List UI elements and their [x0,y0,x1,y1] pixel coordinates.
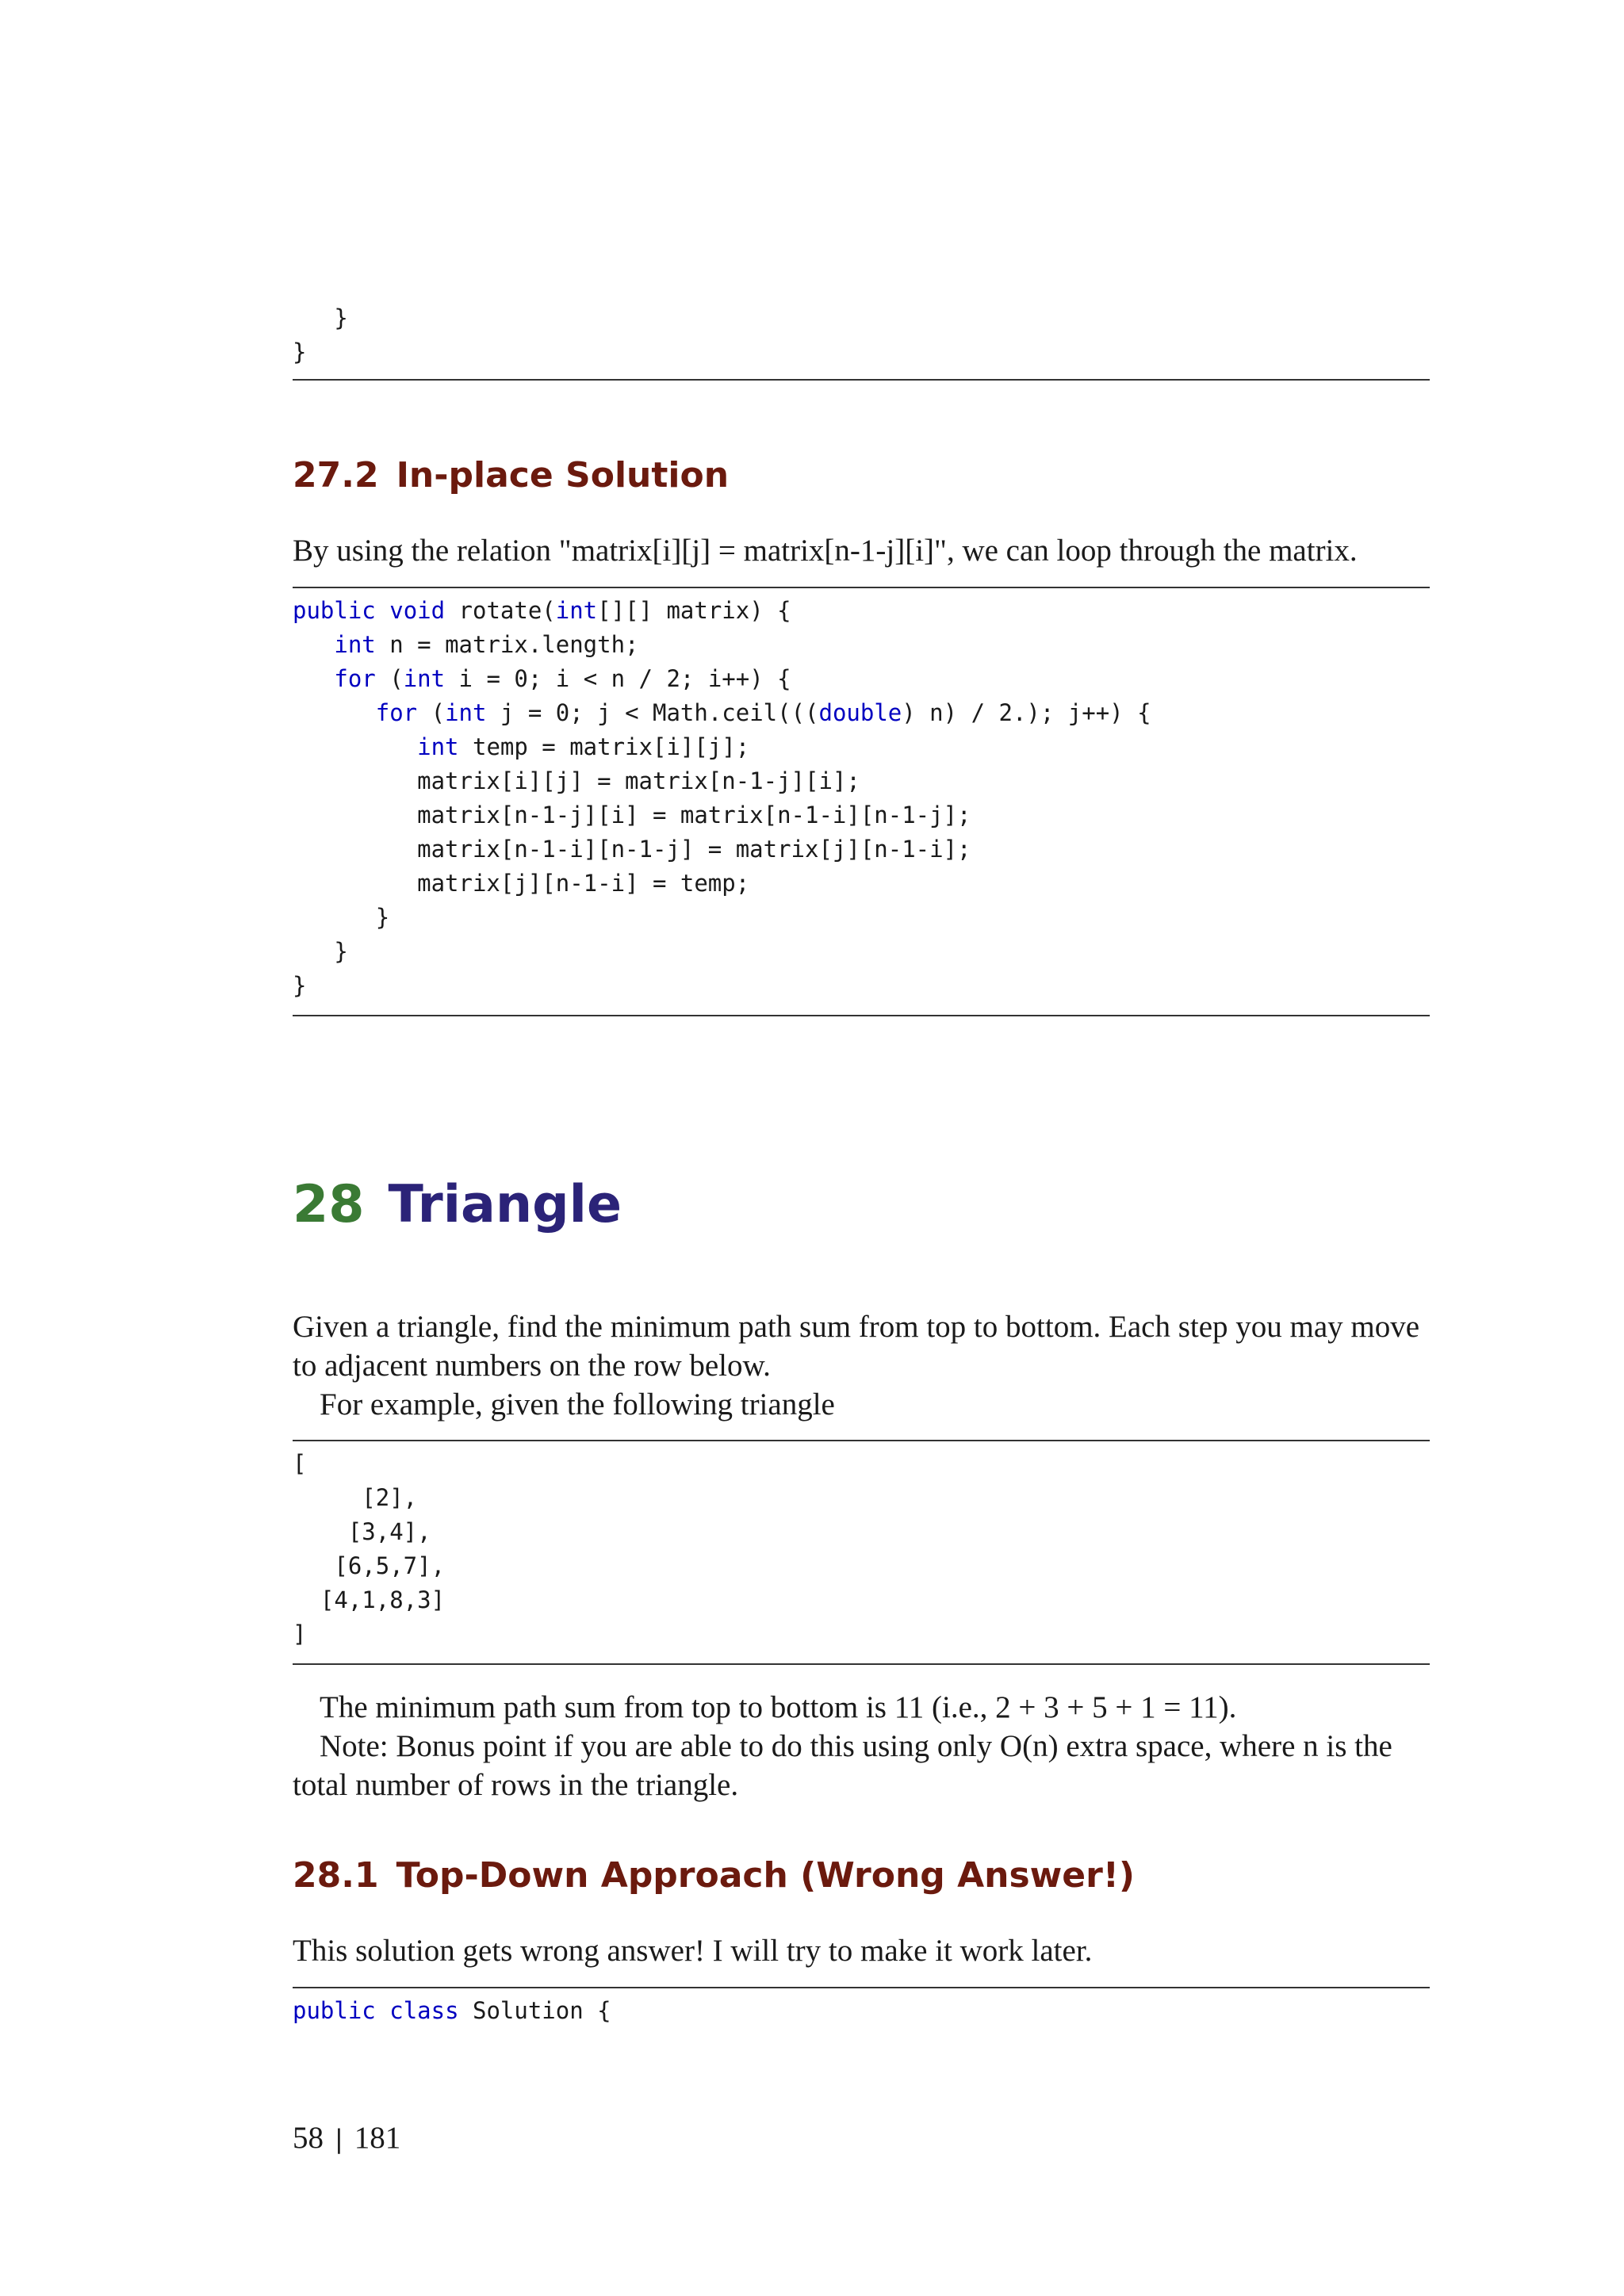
code-top-rule [293,1440,1430,1441]
code-line: } [334,304,348,331]
section-intro: By using the relation "matrix[i][j] = matrix[n-1-j][i]", we can loop through the matrix. [293,534,1358,568]
code-block [293,301,1430,369]
code-keyword: public [293,597,376,624]
code-line: ] [293,1621,307,1647]
code-text: n = matrix.length; [375,631,639,658]
solution-code-block [293,1994,1430,2028]
code-text: ( [375,665,404,692]
code-keyword: int [555,597,598,624]
code-text: ( [417,699,446,726]
code-bottom-rule [293,1015,1430,1016]
code-line [293,972,306,999]
code-text [293,733,417,760]
code-keyword: for [334,665,376,692]
min-path-sum-line: The minimum path sum from top to bottom is 11 (i.e., 2 + 3 + 5 + 1 = 11). [320,1690,1237,1724]
chapter-intro [293,1307,1430,1424]
code-block [293,1447,1430,1651]
page-separator: | [335,2124,343,2154]
code-line [293,870,749,897]
code-line [293,597,791,624]
code-line: } [293,339,307,365]
code-text: rotate( [445,597,556,624]
code-text: matrix[i][j] = matrix[n-1-j][i]; [293,767,860,794]
code-top-rule [293,587,1430,588]
code-keyword: double [818,699,902,726]
code-text: } [293,938,348,965]
code-text [293,699,376,726]
section-number: 27.2 [293,455,379,496]
code-block [293,1994,1430,2028]
code-text: matrix[n-1-j][i] = matrix[n-1-i][n-1-j]; [293,802,971,828]
code-text: matrix[n-1-i][n-1-j] = matrix[j][n-1-i]; [293,836,971,863]
code-text: [][] matrix) { [597,597,791,624]
code-block [293,594,1430,1003]
code-keyword: class [389,1997,459,2024]
code-keyword: public [293,1997,376,2024]
section-title: In-place Solution [396,455,730,496]
chapter-title: Triangle [388,1175,622,1234]
code-text [293,631,334,658]
prev-code-tail [293,301,1430,369]
rotate-code-block [293,594,1430,1003]
code-keyword: for [375,699,418,726]
code-text [293,665,334,692]
section-number: 28.1 [293,1855,379,1896]
code-line [293,665,791,692]
code-line [293,1997,611,2024]
code-text: } [293,972,307,999]
page-number: 58 [293,2121,324,2155]
code-line [293,767,860,794]
code-text: } [293,904,390,931]
code-keyword: int [417,733,459,760]
page-total: 181 [354,2121,401,2155]
code-keyword: int [445,699,487,726]
triangle-code-block [293,1447,1430,1651]
code-line [293,836,971,863]
code-line: [2], [362,1484,418,1511]
code-keyword: int [334,631,376,658]
code-line: [ [293,1450,307,1477]
intro-paragraph: Given a triangle, find the minimum path sum from top to bottom. Each step you may move to adjacent numbers on the row below. [293,1310,1420,1383]
after-triangle-text [293,1688,1430,1804]
section-heading-27-2 [293,455,729,496]
intro-example-line: For example, given the following triangle [320,1387,835,1422]
code-text [376,597,389,624]
section-title: Top-Down Approach (Wrong Answer!) [396,1855,1136,1896]
code-text: temp = matrix[i][j]; [458,733,750,760]
code-line [293,938,348,965]
page-footer [293,2120,400,2156]
code-line [293,631,639,658]
code-top-rule [293,1987,1430,1988]
code-line [293,802,971,828]
code-text [376,1997,389,2024]
code-text: ) n) / 2.); j++) { [902,699,1151,726]
code-text: Solution { [458,1997,611,2024]
code-line [293,699,1151,726]
bonus-note: Note: Bonus point if you are able to do this using only O(n) extra space, where n is the total number of rows in the triangle. [293,1729,1392,1802]
chapter-number: 28 [293,1175,365,1234]
code-line [293,733,749,760]
code-text: i = 0; i < n / 2; i++) { [445,665,791,692]
section-heading-28-1 [293,1855,1135,1896]
code-line: [6,5,7], [334,1552,446,1579]
code-bottom-rule [293,379,1430,381]
code-line [293,904,389,931]
code-text: matrix[j][n-1-i] = temp; [293,870,750,897]
code-text: j = 0; j < Math.ceil((( [486,699,819,726]
chapter-heading-28 [293,1175,622,1234]
code-bottom-rule [293,1663,1430,1665]
code-keyword: void [389,597,446,624]
code-line: [4,1,8,3] [320,1586,446,1613]
section-intro: This solution gets wrong answer! I will try to make it work later. [293,1934,1093,1968]
code-keyword: int [403,665,446,692]
code-line: [3,4], [347,1518,431,1545]
